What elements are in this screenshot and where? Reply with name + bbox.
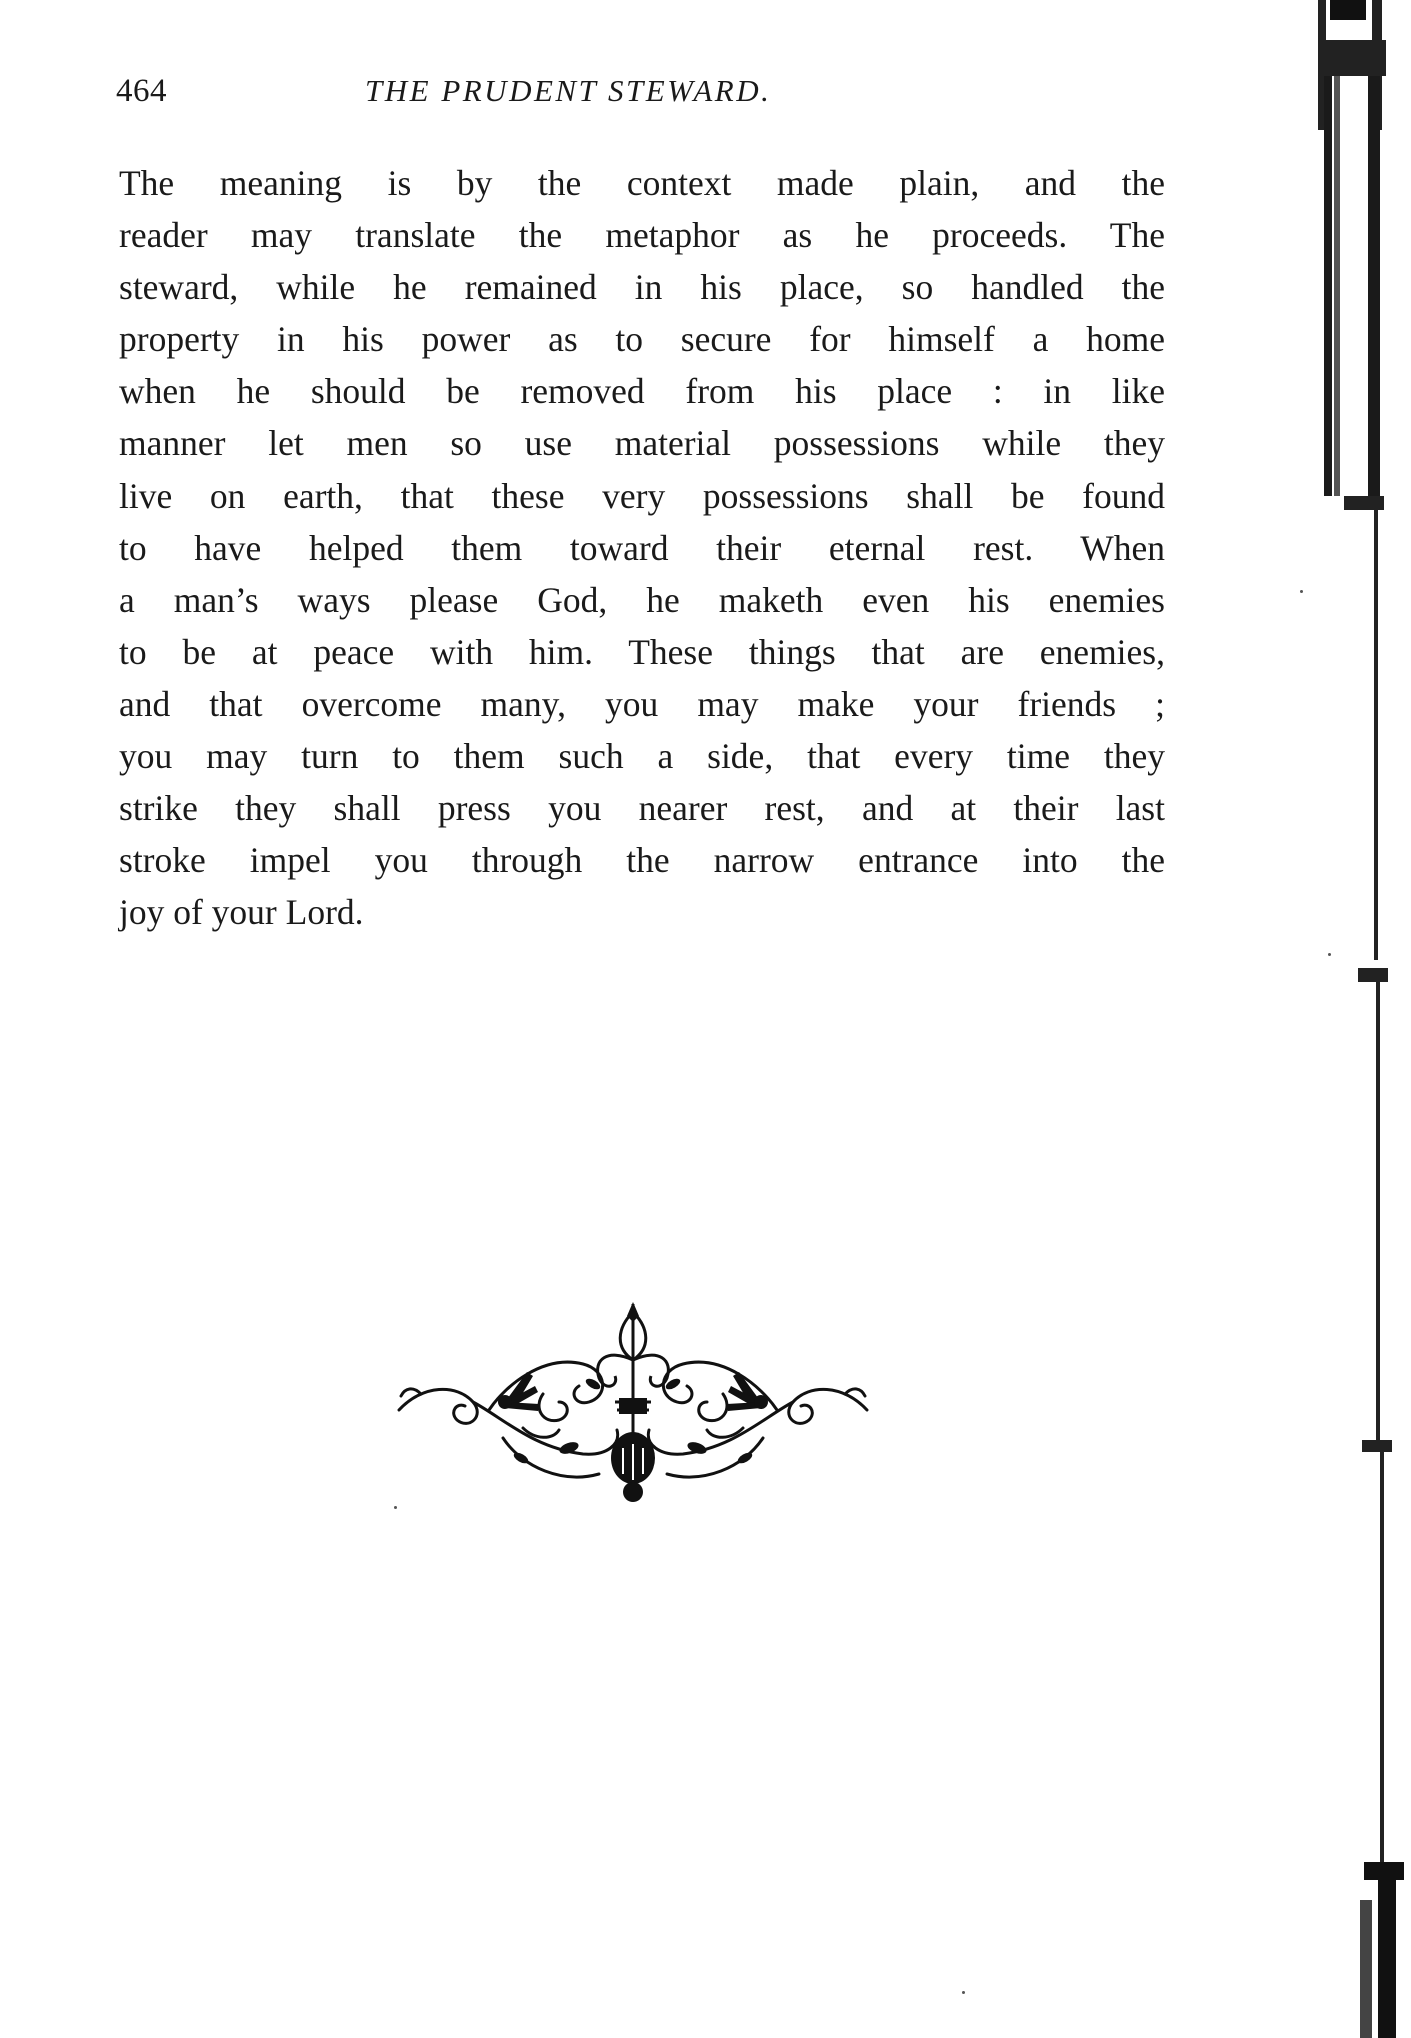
text-line: to be at peace with him. These things that are enemies, [119, 631, 1165, 672]
text-line: and that overcome many, you may make your friends ; [119, 683, 1165, 724]
text-line: reader may translate the metaphor as he proceeds. The [119, 215, 1165, 256]
text-line: to have helped them toward their eternal rest. When [119, 527, 1165, 568]
text-line: The meaning is by the context made plain, and the [119, 163, 1165, 203]
paper-speck [962, 1991, 965, 1994]
text-line: stroke impel you through the narrow entrance into the [119, 840, 1165, 881]
body-paragraph [119, 157, 1165, 938]
page-number: 464 [116, 73, 167, 109]
paper-speck [394, 1506, 397, 1509]
text-line: strike they shall press you nearer rest, and at their last [119, 788, 1165, 829]
floral-tailpiece-ornament-icon [393, 1298, 873, 1518]
text-line: steward, while he remained in his place, so handled the [119, 267, 1165, 308]
text-line: a man’s ways please God, he maketh even his enemies [119, 579, 1165, 620]
text-line: property in his power as to secure for himself a home [119, 319, 1165, 360]
text-line: manner let men so use material possessions while they [119, 423, 1165, 464]
text-line: you may turn to them such a side, that every time they [119, 736, 1165, 777]
paper-speck [1300, 590, 1303, 593]
paper-speck [1328, 953, 1331, 956]
text-line: joy of your Lord. [119, 892, 364, 933]
text-line: live on earth, that these very possessions shall be found [119, 475, 1165, 516]
book-binding-edge [1310, 0, 1411, 2038]
text-line: when he should be removed from his place : in like [119, 371, 1165, 412]
running-head: THE PRUDENT STEWARD. [365, 73, 772, 108]
